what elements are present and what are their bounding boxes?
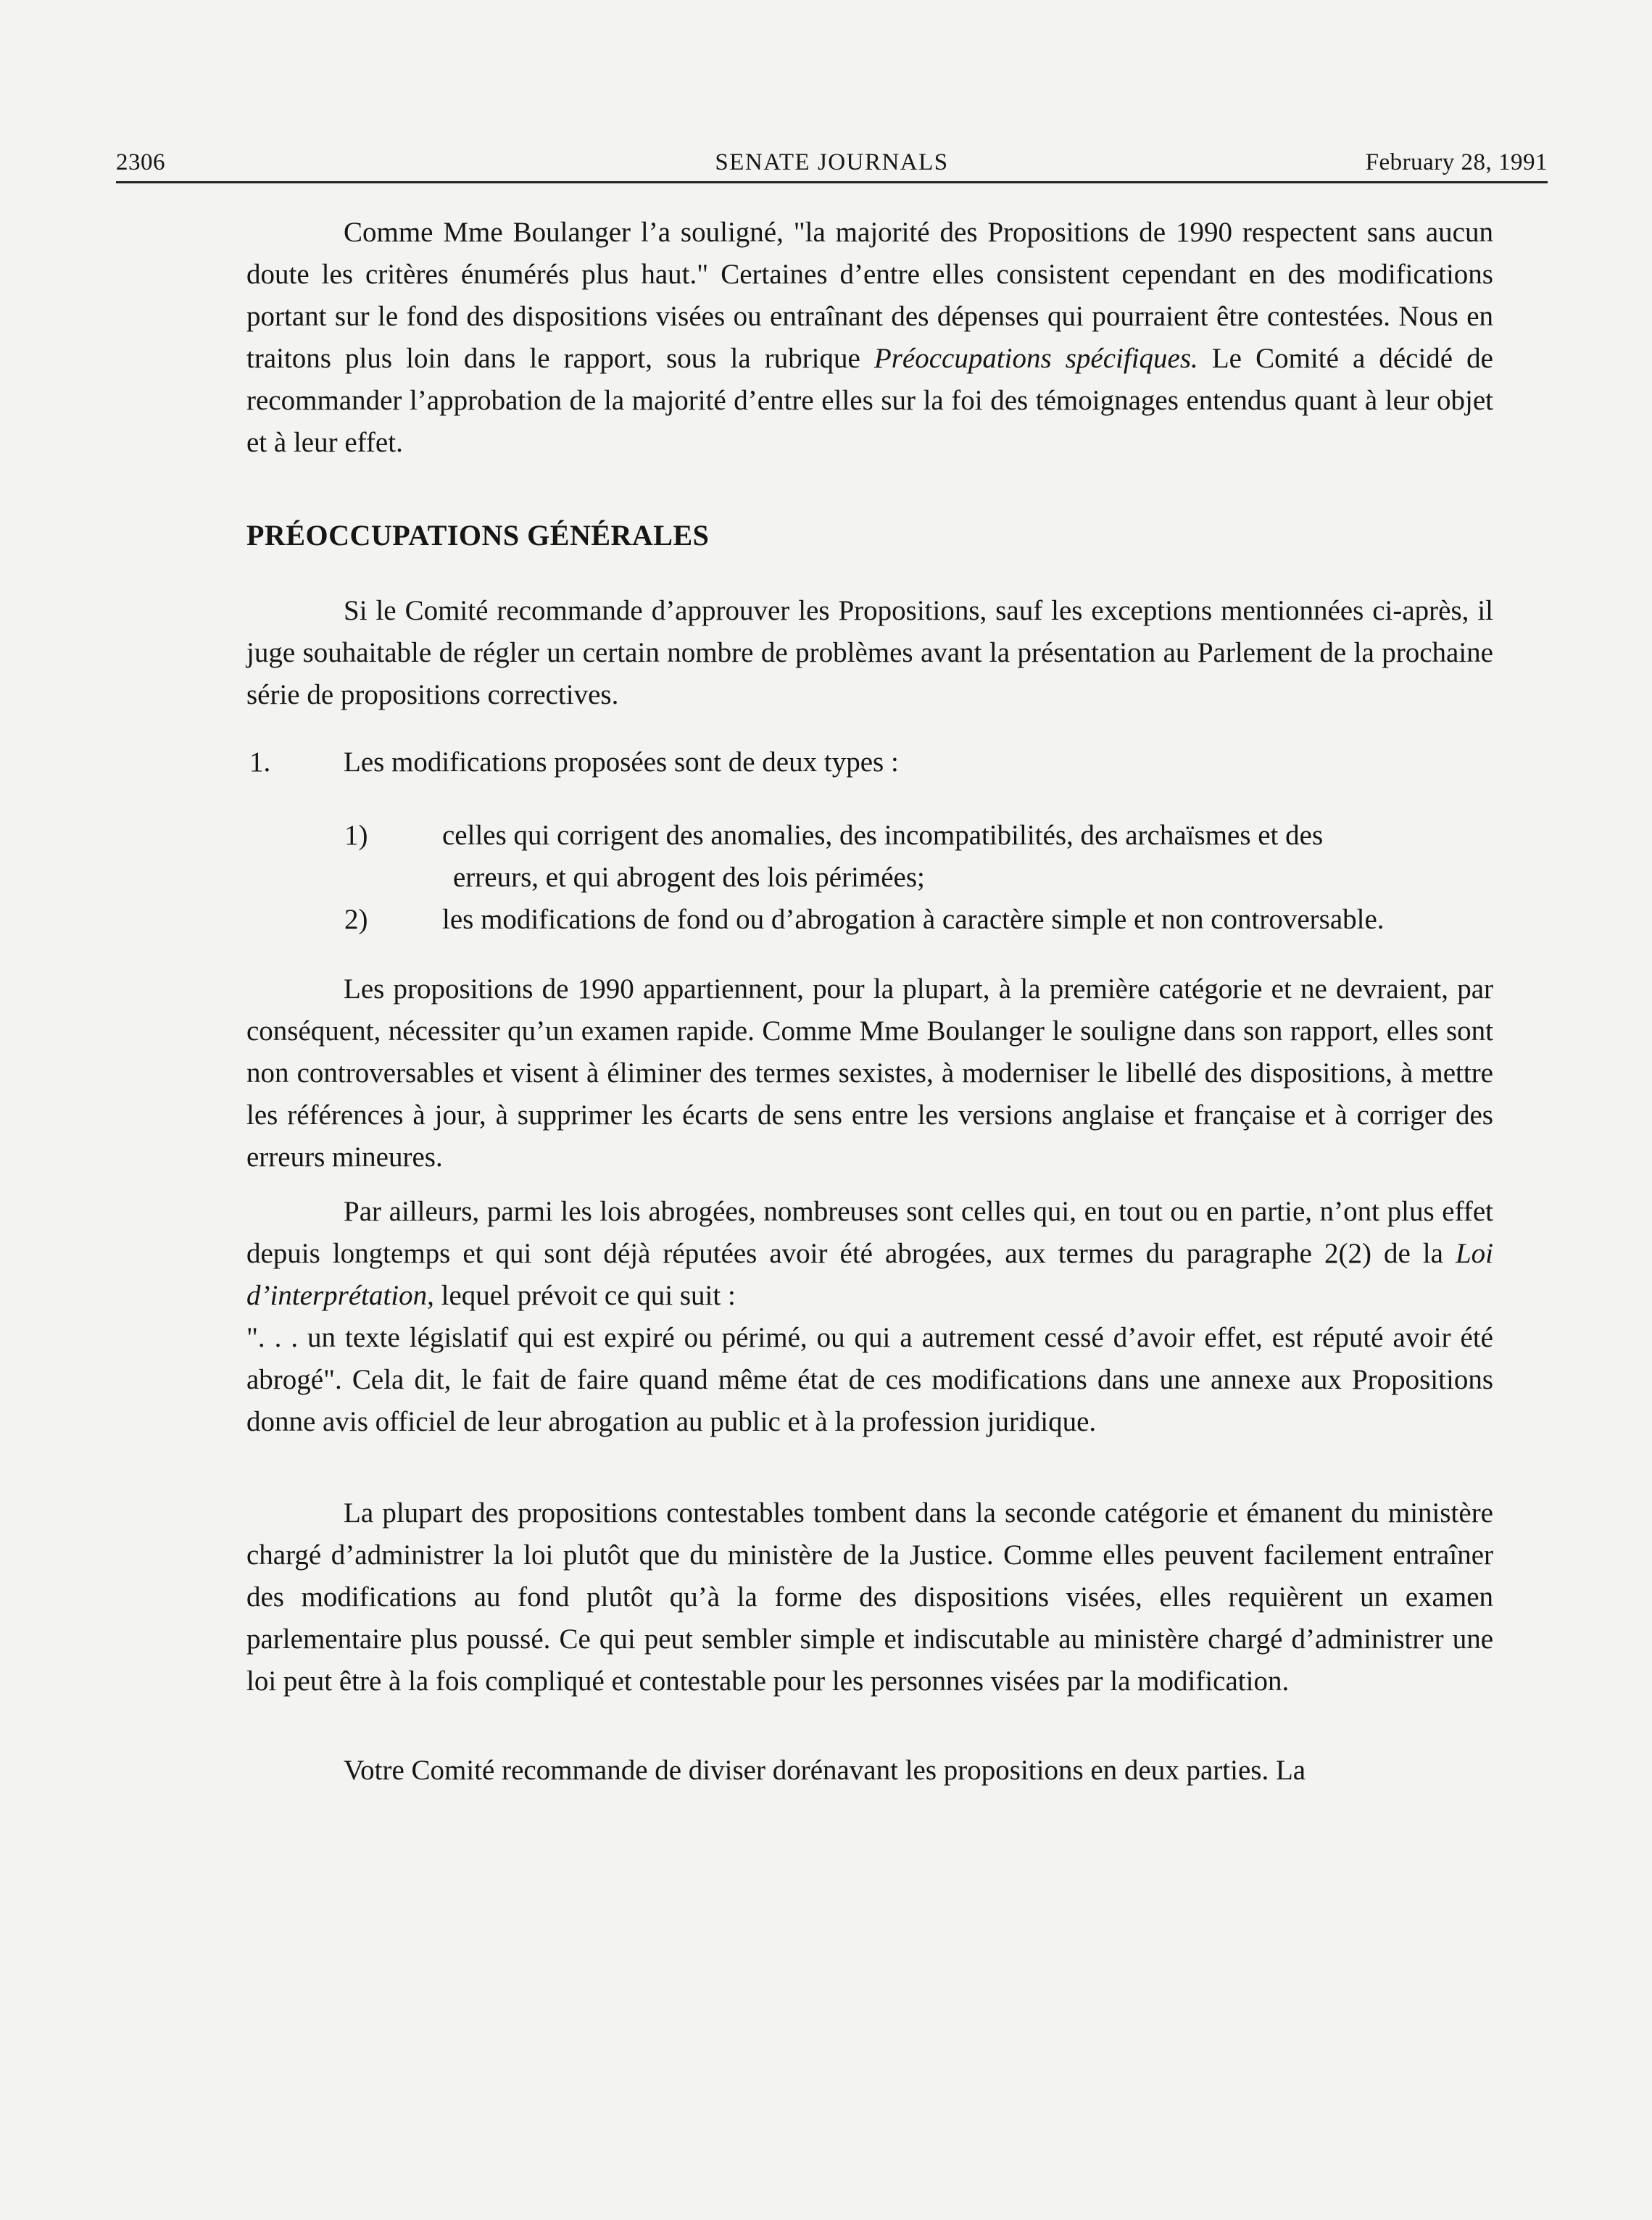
quotation: ". . . un texte législatif qui est expiré ou périmé, ou qui a autrement cessé d’avoir effet, est réputé avoir été abrogé". Cela dit, le fait de faire quand même état de ces modifications dans une annexe aux Propositions donne avis officiel de leur abrogation au public et à la profession juridique. bbox=[246, 1322, 1493, 1437]
sub-item-line: les modifications de fond ou d’abrogation à caractère simple et non controversable. bbox=[442, 904, 1385, 935]
sub-item-line-continued: erreurs, et qui abrogent des lois périmées; bbox=[453, 862, 925, 893]
sub-list bbox=[344, 815, 1497, 941]
paragraph-5: La plupart des propositions contestables tombent dans la seconde catégorie et émanent du ministère chargé d’administrer la loi plutôt que du ministère de la Justice. Comme elles peuvent facilement entraîner des modifications au fond plutôt qu’à la forme des dispositions visées, elles requièrent un examen parlementaire plus poussé. Ce qui peut sembler simple et indiscutable au ministère chargé d’administrer une loi peut être à la fois compliqué et contestable pour les personnes visées par la modification. bbox=[246, 1497, 1493, 1697]
paragraph-1-text: Comme Mme Boulanger l’a souligné, "la majorité des Propositions de 1990 respectent sans aucun doute les critères énumérés plus haut." Certaines d’entre elles consistent cependant en des modifications portant sur le fond des dispositions visées ou entraînant des dépenses qui pourraient être contestées. Nous en traitons plus loin dans le rapport, sous la rubrique bbox=[246, 217, 1493, 374]
paragraph-4-text: Par ailleurs, parmi les lois abrogées, nombreuses sont celles qui, en tout ou en partie, n’ont plus effet depuis longtemps et qui sont déjà réputées avoir été abrogées, aux termes du paragraphe 2(2) de la bbox=[246, 1196, 1493, 1269]
item-text: Les modifications proposées sont de deux types : bbox=[344, 747, 899, 778]
sub-item-2 bbox=[344, 899, 1497, 941]
sub-item-line: celles qui corrigent des anomalies, des incompatibilités, des archaïsmes et des bbox=[442, 820, 1324, 851]
section-heading: PRÉOCCUPATIONS GÉNÉRALES bbox=[246, 519, 710, 552]
sub-item-number: 1) bbox=[344, 820, 368, 851]
rubrique-title: Préoccupations spécifiques. bbox=[873, 343, 1198, 374]
sub-item-1 bbox=[344, 815, 1497, 899]
paragraph-4 bbox=[246, 1191, 1493, 1443]
running-header bbox=[116, 149, 1548, 183]
paragraph-6: Votre Comité recommande de diviser dorénavant les propositions en deux parties. La bbox=[344, 1755, 1306, 1786]
paragraph-1 bbox=[246, 212, 1493, 464]
journal-title: SENATE JOURNALS bbox=[715, 149, 949, 175]
paragraph-1-text-end: Le Comité a décidé de recommander l’approbation de la majorité d’entre elles sur la foi des témoignages entendus quant à leur objet et à leur effet. bbox=[246, 343, 1493, 458]
sub-item-number: 2) bbox=[344, 904, 368, 935]
header-date: February 28, 1991 bbox=[1365, 149, 1548, 175]
act-title: Loi d’interprétation bbox=[246, 1238, 1493, 1311]
paragraph-4-text-end: , lequel prévoit ce qui suit : bbox=[427, 1280, 736, 1311]
paragraph-3: Les propositions de 1990 appartiennent, pour la plupart, à la première catégorie et ne devraient, par conséquent, nécessiter qu’un examen rapide. Comme Mme Boulanger le souligne dans son rapport, elles sont non controversables et visent à éliminer des termes sexistes, à moderniser le libellé des dispositions, à mettre les références à jour, à supprimer les écarts de sens entre les versions anglaise et française et à corriger des erreurs mineures. bbox=[246, 973, 1493, 1173]
paragraph-2: Si le Comité recommande d’approuver les Propositions, sauf les exceptions mentionnées ci-après, il juge souhaitable de régler un certain nombre de problèmes avant la présentation au Parlement de la prochaine série de propositions correctives. bbox=[246, 595, 1493, 710]
page-number: 2306 bbox=[116, 149, 165, 175]
item-number: 1. bbox=[249, 747, 271, 778]
